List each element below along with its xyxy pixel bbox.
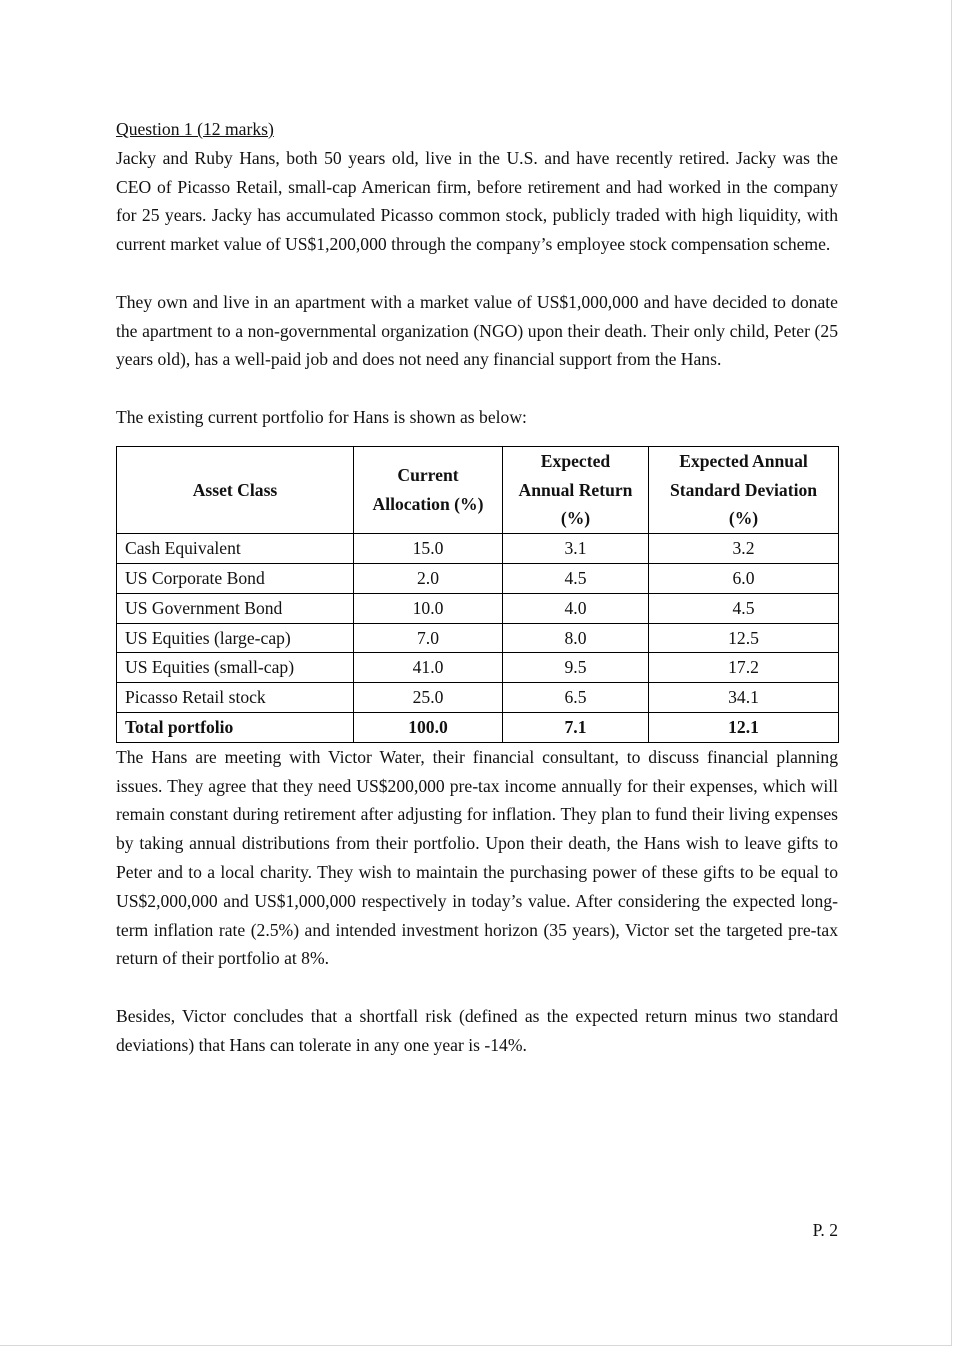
allocation-value: 7.0: [354, 623, 503, 653]
table-header-row: [117, 446, 839, 533]
total-allocation: 100.0: [354, 712, 503, 742]
return-value: 3.1: [503, 534, 649, 564]
header-asset-class: Asset Class: [117, 446, 354, 533]
question-title: Question 1 (12 marks): [116, 119, 274, 139]
return-value: 4.5: [503, 563, 649, 593]
return-value: 4.0: [503, 593, 649, 623]
table-row: [117, 593, 839, 623]
header-allocation: Current Allocation (%): [354, 446, 503, 533]
sd-value: 3.2: [649, 534, 839, 564]
asset-name: US Equities (large-cap): [117, 623, 354, 653]
return-value: 8.0: [503, 623, 649, 653]
paragraph-table-intro: The existing current portfolio for Hans is shown as below:: [116, 406, 527, 427]
allocation-value: 10.0: [354, 593, 503, 623]
allocation-value: 41.0: [354, 653, 503, 683]
total-return: 7.1: [503, 712, 649, 742]
total-label: Total portfolio: [117, 712, 354, 742]
table-total-row: [117, 712, 839, 742]
sd-value: 6.0: [649, 563, 839, 593]
table-row: [117, 563, 839, 593]
return-value: 6.5: [503, 683, 649, 713]
allocation-value: 2.0: [354, 563, 503, 593]
asset-name: Picasso Retail stock: [117, 683, 354, 713]
table-row: [117, 623, 839, 653]
document-body: [116, 115, 838, 1060]
sd-value: 12.5: [649, 623, 839, 653]
asset-name: US Corporate Bond: [117, 563, 354, 593]
paragraph-financial-planning: The Hans are meeting with Victor Water, their financial consultant, to discuss financial planning issues. They agree that they need US$200,000 pre-tax income annually for their expenses, which will remain constant during retirement after adjusting for inflation. They plan to fund their living expenses by taking annual distributions from their portfolio. Upon their death, the Hans wish to leave gifts to Peter and to a local charity. They wish to maintain the purchasing power of these gifts to be equal to US$2,000,000 and US$1,000,000 respectively in today’s value. After considering the expected long-term inflation rate (2.5%) and intended investment horizon (35 years), Victor set the targeted pre-tax return of their portfolio at 8%.: [116, 746, 838, 969]
header-standard-deviation: Expected Annual Standard Deviation (%): [649, 446, 839, 533]
table-row: [117, 534, 839, 564]
asset-name: US Equities (small-cap): [117, 653, 354, 683]
portfolio-table: [116, 446, 839, 743]
sd-value: 4.5: [649, 593, 839, 623]
paragraph-background: Jacky and Ruby Hans, both 50 years old, live in the U.S. and have recently retired. Jacky was the CEO of Picasso Retail, small-cap American firm, before retirement and had worked in the company for 25 years. Jacky has accumulated Picasso common stock, publicly traded with high liquidity, with current market value of US$1,200,000 through the company’s employee stock compensation scheme.: [116, 147, 838, 255]
sd-value: 17.2: [649, 653, 839, 683]
asset-name: US Government Bond: [117, 593, 354, 623]
sd-value: 34.1: [649, 683, 839, 713]
paragraph-apartment: They own and live in an apartment with a market value of US$1,000,000 and have decided to donate the apartment to a non-governmental organization (NGO) upon their death. Their only child, Peter (25 years old), has a well-paid job and does not need any financial support from the Hans.: [116, 291, 838, 370]
table-row: [117, 653, 839, 683]
paragraph-shortfall-risk: Besides, Victor concludes that a shortfall risk (defined as the expected return minus two standard deviations) that Hans can tolerate in any one year is -14%.: [116, 1005, 838, 1055]
allocation-value: 15.0: [354, 534, 503, 564]
asset-name: Cash Equivalent: [117, 534, 354, 564]
return-value: 9.5: [503, 653, 649, 683]
allocation-value: 25.0: [354, 683, 503, 713]
header-expected-return: Expected Annual Return (%): [503, 446, 649, 533]
page-number: P. 2: [812, 1220, 838, 1240]
total-sd: 12.1: [649, 712, 839, 742]
table-row: [117, 683, 839, 713]
